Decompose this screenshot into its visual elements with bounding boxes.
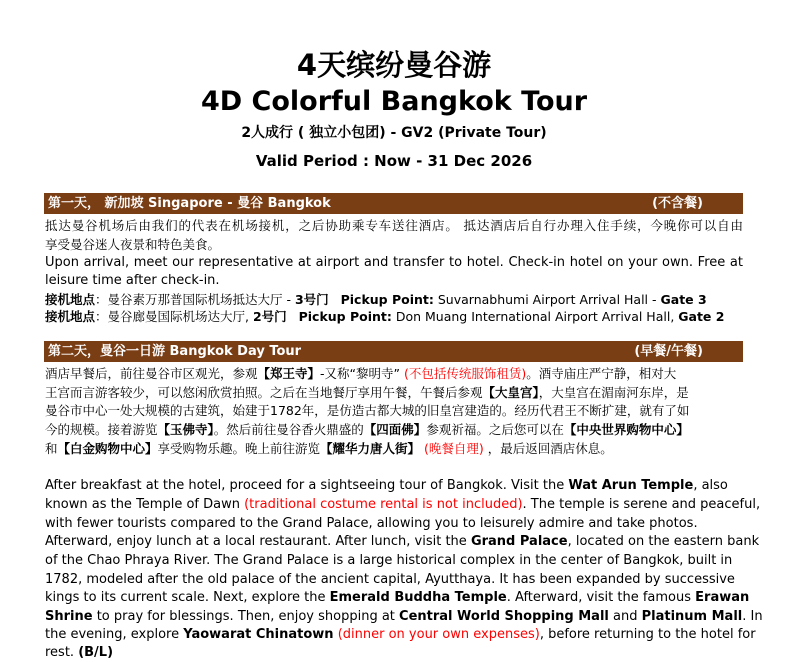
day2-en-line10: rest. (B/L) xyxy=(45,645,114,660)
day2-en-line4: Afterward, enjoy lunch at a local restaurant. After lunch, visit the Grand Palace, located on the eastern bank xyxy=(45,534,760,549)
day1-en-line1: Upon arrival, meet our representative at airport and transfer to hotel. Check-in hotel on your own. Free at xyxy=(45,255,743,270)
day1-en-line2: leisure time after check-in. xyxy=(45,273,220,288)
validity-period: Valid Period : Now - 31 Dec 2026 xyxy=(255,152,533,170)
day1-meals: (不含餐) xyxy=(652,196,703,211)
day2-meals: (早餐/午餐) xyxy=(634,344,703,359)
pickup-label-cn: 接机地点 xyxy=(45,292,96,307)
day2-en-line7: kings to its current scale. Next, explore the Emerald Buddha Temple. Afterward, visit the famous Erawan xyxy=(45,590,750,605)
pickup-label-en: Pickup Point: xyxy=(340,292,434,307)
day2-en-line6: 1782, modeled after the old palace of the ancient capital, Ayutthaya. It has been expanded by successive xyxy=(45,572,735,587)
day2-en-line5: of the Chao Phraya River. The Grand Palace is a large historical complex in the center of Bangkok, built in xyxy=(45,553,733,568)
day2-cn-line1: 酒店早餐后，前往曼谷市区观光，参观【郑王寺】-又称“黎明寺” (不包括传统服饰租赁)。酒寺庙庄严宁静，相对大 xyxy=(45,366,677,381)
day2-en-line3: with fewer tourists compared to the Grand Palace, allowing you to leisurely admire and take photos. xyxy=(45,516,698,531)
day1-cn-line1: 抵达曼谷机场后由我们的代表在机场接机，之后协助乘专车送往酒店。 抵达酒店后自行办理入住手续，今晚你可以自由 xyxy=(45,218,743,233)
pickup-line-suvarnabhumi: 接机地点：曼谷素万那普国际机场抵达大厅 - 3号门 Pickup Point: Suvarnabhumi Airport Arrival Hall - Gate 3 xyxy=(45,292,707,307)
pickup-label-en: Pickup Point: xyxy=(298,309,392,324)
day2-header xyxy=(44,341,743,362)
meals-included: (B/L) xyxy=(78,645,114,660)
day2-title: 第二天，曼谷一日游 Bangkok Day Tour xyxy=(48,344,302,359)
pickup-label-cn: 接机地点 xyxy=(45,309,96,324)
day2-cn-line2: 王宫而言游客较少，可以悠闲欣赏拍照。之后在当地餐厅享用午餐，午餐后参观【大皇宫】，大皇宫在湄南河东岸，是 xyxy=(45,385,689,400)
day2-cn-line3: 曼谷市中心一处大规模的古建筑，始建于1782年，是仿造古都大城的旧皇宫建造的。经历代君王不断扩建，就有了如 xyxy=(45,403,690,418)
day2-en-line9: the evening, explore Yaowarat Chinatown (dinner on your own expenses), before returning to the hotel for xyxy=(45,627,756,642)
day2-cn-line4: 今的规模。接着游览【玉佛寺】。然后前往曼谷香火鼎盛的【四面佛】参观祈福。之后您可以在【中央世界购物中心】 xyxy=(45,422,689,437)
title-english: 4D Colorful Bangkok Tour xyxy=(200,86,588,117)
day1-cn-line2: 享受曼谷迷人夜景和特色美食。 xyxy=(45,237,221,252)
day2-cn-line5: 和【白金购物中心】享受购物乐趣。晚上前往游览【耀华力唐人街】 (晚餐自理) ，最后返回酒店休息。 xyxy=(45,441,613,456)
day2-en-line8: Shrine to pray for blessings. Then, enjoy shopping at Central World Shopping Mall and Platinum Mall. In xyxy=(45,609,763,624)
title-chinese: 4天缤纷曼谷游 xyxy=(296,48,492,82)
day2-en-line1: After breakfast at the hotel, proceed for a sightseeing tour of Bangkok. Visit the Wat Arun Temple, also xyxy=(45,478,728,493)
tour-subtitle: 2人成行 ( 独立小包团) - GV2 (Private Tour) xyxy=(241,125,547,141)
day1-title: 第一天， 新加坡 Singapore - 曼谷 Bangkok xyxy=(48,196,331,211)
day2-en-line2: known as the Temple of Dawn (traditional costume rental is not included). The temple is serene and peaceful, xyxy=(45,497,761,512)
pickup-line-donmuang: 接机地点：曼谷廊曼国际机场达大厅, 2号门 Pickup Point: Don Muang International Airport Arrival Hall, Gate 2 xyxy=(45,309,725,324)
day1-header xyxy=(44,193,743,214)
